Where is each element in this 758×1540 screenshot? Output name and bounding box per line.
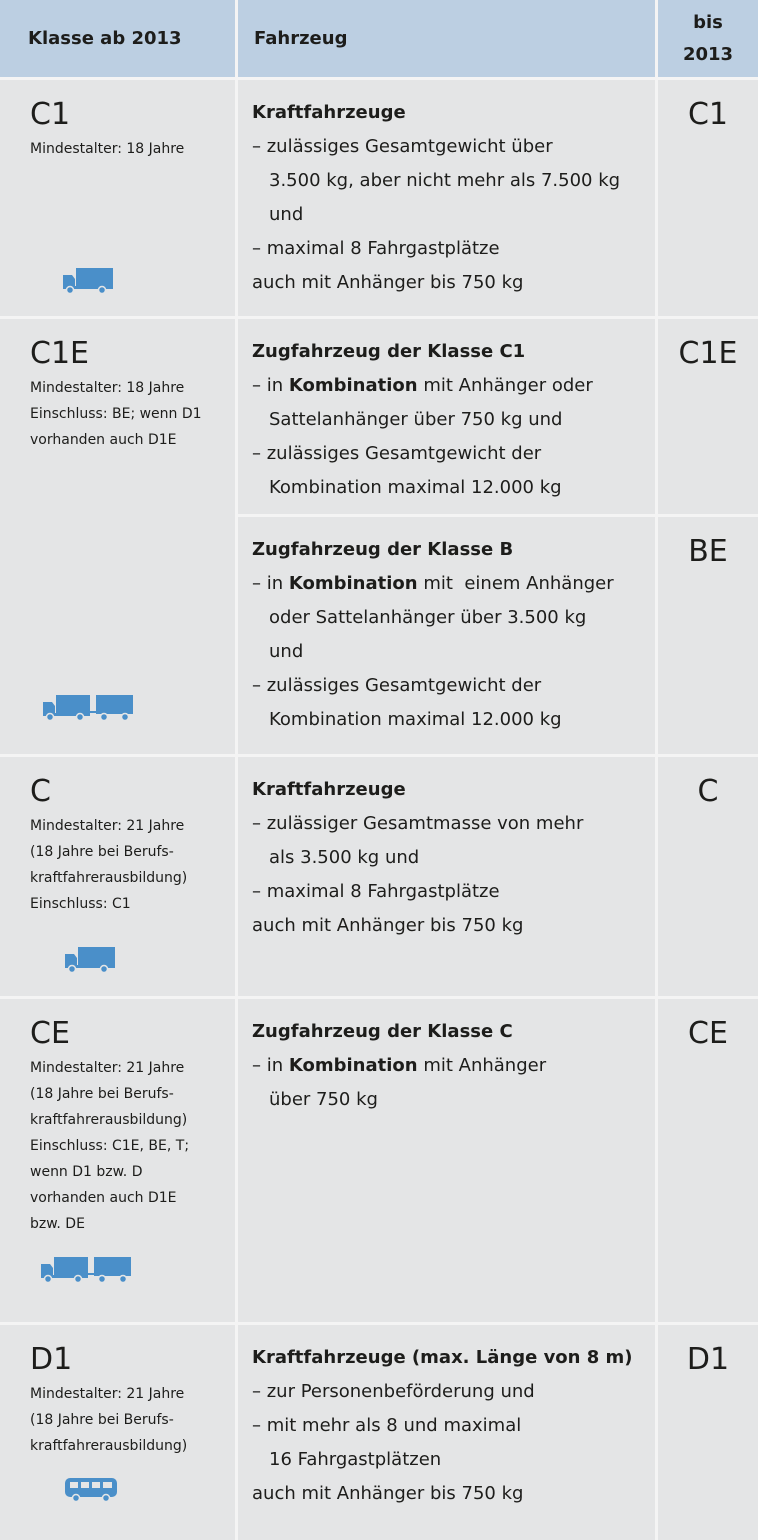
desc-text: – in — [252, 375, 289, 396]
desc-bold: Kombination — [288, 1055, 418, 1076]
class-code: CE — [30, 1016, 70, 1051]
desc-line: Kombination maximal 12.000 kg — [269, 477, 562, 498]
desc-line — [252, 1049, 647, 1083]
header-until-label: bis — [693, 11, 723, 33]
header-class-2013 — [0, 0, 238, 80]
desc-line — [252, 567, 647, 601]
desc-title: Kraftfahrzeuge — [252, 779, 406, 800]
desc-text: – in — [252, 1055, 289, 1076]
desc-title: Zugfahrzeug der Klasse C1 — [252, 341, 526, 362]
desc-line: oder Sattelanhänger über 3.500 kg — [269, 607, 587, 628]
class-cell-c — [0, 757, 238, 999]
desc-text: mit Anhänger oder — [417, 375, 593, 396]
header-class-label: Klasse ab 2013 — [28, 28, 182, 49]
desc-title: Kraftfahrzeuge (max. Länge von 8 m) — [252, 1347, 633, 1368]
desc-line: und — [269, 641, 304, 662]
class-cell-d1 — [0, 1325, 238, 1540]
class-notes: Mindestalter: 18 Jahre — [30, 141, 185, 157]
desc-line: über 750 kg — [269, 1089, 378, 1110]
desc-title: Zugfahrzeug der Klasse C — [252, 1021, 513, 1042]
old-class-ce: CE — [658, 999, 758, 1325]
desc-line: auch mit Anhänger bis 750 kg — [252, 1483, 524, 1504]
class-notes: Mindestalter: 21 Jahre (18 Jahre bei Berufs- kraftfahrerausbildung) Einschluss: C1E, BE, T; wenn D1 bzw. D vorhanden auch D1E bzw. DE — [30, 1060, 190, 1232]
bus-icon — [64, 1475, 118, 1503]
class-cell-ce — [0, 999, 238, 1325]
vehicle-desc-c1e — [238, 319, 658, 517]
desc-text: – in — [252, 573, 289, 594]
truck-trailer-icon — [40, 1255, 132, 1283]
desc-line: – zulässiges Gesamtgewicht der — [252, 443, 542, 464]
desc-line: – zulässiges Gesamtgewicht der — [252, 675, 542, 696]
vehicle-desc-d1 — [238, 1325, 658, 1540]
desc-line: – zulässiges Gesamtgewicht über — [252, 136, 553, 157]
vehicle-desc-c1 — [238, 80, 658, 319]
class-code: C — [30, 774, 51, 809]
desc-line — [252, 369, 647, 403]
desc-line: und — [269, 204, 304, 225]
desc-line: Kombination maximal 12.000 kg — [269, 709, 562, 730]
class-cell-c1e — [0, 319, 238, 757]
desc-line: Sattelanhänger über 750 kg und — [269, 409, 563, 430]
old-class-c1: C1 — [658, 80, 758, 319]
old-class-c1e: C1E — [658, 319, 758, 517]
class-cell-c1 — [0, 80, 238, 319]
header-until-2013 — [658, 0, 758, 80]
header-year-label: 2013 — [682, 43, 734, 65]
desc-title: Zugfahrzeug der Klasse B — [252, 539, 514, 560]
desc-line: 16 Fahrgastplätzen — [269, 1449, 442, 1470]
vehicle-desc-ce — [238, 999, 658, 1325]
header-vehicle-label: Fahrzeug — [254, 28, 348, 49]
class-notes: Mindestalter: 21 Jahre (18 Jahre bei Berufs- kraftfahrerausbildung) Einschluss: C1 — [30, 818, 188, 912]
desc-line: auch mit Anhänger bis 750 kg — [252, 272, 524, 293]
header-vehicle — [238, 0, 658, 80]
old-class-d1: D1 — [658, 1325, 758, 1540]
desc-bold: Kombination — [288, 573, 418, 594]
class-code: D1 — [30, 1342, 73, 1377]
vehicle-desc-c — [238, 757, 658, 999]
desc-line: – mit mehr als 8 und maximal — [252, 1415, 522, 1436]
class-notes: Mindestalter: 21 Jahre (18 Jahre bei Berufs- kraftfahrerausbildung) — [30, 1386, 188, 1454]
desc-line: – zulässiger Gesamtmasse von mehr — [252, 813, 584, 834]
desc-line: als 3.500 kg und — [269, 847, 420, 868]
desc-text: mit einem Anhänger — [417, 573, 614, 594]
truck-trailer-icon — [42, 693, 134, 721]
old-class-c: C — [658, 757, 758, 999]
desc-text: mit Anhänger — [417, 1055, 547, 1076]
old-class-be: BE — [658, 517, 758, 757]
vehicle-desc-be — [238, 517, 658, 757]
truck-icon — [62, 266, 114, 294]
class-code: C1 — [30, 97, 71, 132]
desc-line: 3.500 kg, aber nicht mehr als 7.500 kg — [269, 170, 621, 191]
truck-icon — [64, 945, 116, 973]
desc-line: – maximal 8 Fahrgastplätze — [252, 881, 500, 902]
class-code: C1E — [30, 336, 89, 371]
desc-line: – zur Personenbeförderung und — [252, 1381, 535, 1402]
desc-bold: Kombination — [288, 375, 418, 396]
class-notes: Mindestalter: 18 Jahre Einschluss: BE; wenn D1 vorhanden auch D1E — [30, 380, 202, 448]
desc-title: Kraftfahrzeuge — [252, 102, 406, 123]
desc-line: – maximal 8 Fahrgastplätze — [252, 238, 500, 259]
desc-line: auch mit Anhänger bis 750 kg — [252, 915, 524, 936]
